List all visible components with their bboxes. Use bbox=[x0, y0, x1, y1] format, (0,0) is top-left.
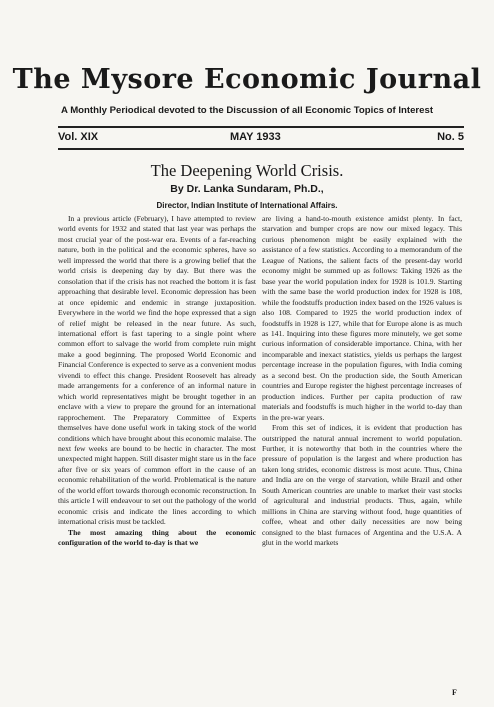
article-title: The Deepening World Crisis. bbox=[150, 161, 344, 180]
article-right-column bbox=[262, 214, 462, 549]
paragraph: In a previous article (February), I have attempted to review world events for 1932 and stated that last year was perhaps the most crucial year of the post-war era. Events of a far-reaching nature, both in the political and the economic spheres, have so well impressed the world that there is a growing belief that the world crisis is deepening day by day. But there was the consolation that if the crisis has not reached the bottom it is fast approaching that desirable level. Economic depression has been at once epidemic and endemic in strange juxtaposition. Everywhere in the world we find the hope expressed that a sign of relief might be released in the near future. As such, international effort is fast tapering to a single point where common effort to salvage the world from complete ruin might make a good beginning. The proposed World Economic and Financial Conference is expected to serve as a convenient modus vivendi to effect this change. President Roosevelt has already made arrangements for a conference of an informal nature in which world representatives might be brought together in an enclave with a view to prepare the ground for an international rapprochement. The Preparatory Committee of Experts themselves have done useful work in taking stock of the world conditions which have brought about this economic malaise. The next few weeks are bound to be hectic in character. The most unexpected might happen. Still disaster might stare us in the face after five or six years of common effort in the cause of an economic rehabilitation of the world. Problematical is the nature of the world effort towards thorough economic reconstruction. In this article I will endeavour to set out the pathology of the world economic crisis and indicate the lines according to which international crisis must be tackled. bbox=[58, 214, 256, 527]
issue-number: No. 5 bbox=[437, 131, 464, 143]
page-mark: F bbox=[452, 688, 457, 697]
author-affiliation: Director, Indian Institute of International Affairs. bbox=[156, 201, 338, 210]
journal-masthead: The Mysore Economic Journal bbox=[12, 64, 482, 95]
top-rule bbox=[58, 126, 464, 128]
paragraph: The most amazing thing about the economic configuration of the world to-day is that we bbox=[58, 527, 256, 548]
issue-date: MAY 1933 bbox=[230, 131, 281, 143]
paragraph: are living a hand-to-mouth existence amidst plenty. In fact, starvation and bumper crops are now our mixed legacy. This curious phenomenon might be easily explained with the assistance of a few statistics. According to a memorandum of the League of Nations, the salient facts of the present-day world economy might be summed up as follows: Taking 1926 as the base year the world population index for 1928 is 101.9. Starting with the same base the world production index for 1928 is 108, while the foodstuffs production index based on the 1926 values is also 108. Compared to 1925 the world production index of foodstuffs in 1928 is 127, while that for Europe alone is as much as 141. Inquiring into these figures more minutely, we get some curious information of considerable importance. China, with her incomparable and inexact statistics, yields us perhaps the largest percentage increase in the population figures, with India coming as a second best. On the production side, the South American countries and Europe register the highest percentage increases of production indices. Further per capita production of raw materials and foodstuffs is much higher in the world to-day than in the pre-war years. bbox=[262, 214, 462, 422]
issue-volume: Vol. XIX bbox=[58, 131, 99, 143]
journal-tagline: A Monthly Periodical devoted to the Discussion of all Economic Topics of Interest bbox=[60, 105, 434, 116]
paragraph: From this set of indices, it is evident that production has outstripped the natural annual increment to world population. Further, it is noteworthy that both in the countries where the pressure of population is the largest and where production has taken long strides, economic distress is most acute. Thus, China and India are on the verge of starvation, while Brazil and other South American countries are unable to market their vast stocks of agricultural and industrial products. Thus, again, while millions in China are starving without food, huge quantities of coffee, wheat and other daily necessities are now being consigned to the blast furnaces of Argentina and the U.S.A. A glut in the world markets bbox=[262, 423, 462, 548]
article-byline: By Dr. Lanka Sundaram, Ph.D., bbox=[170, 183, 324, 195]
article-left-column bbox=[58, 214, 256, 549]
bottom-rule bbox=[58, 148, 464, 150]
issue-info-bar bbox=[58, 131, 464, 147]
